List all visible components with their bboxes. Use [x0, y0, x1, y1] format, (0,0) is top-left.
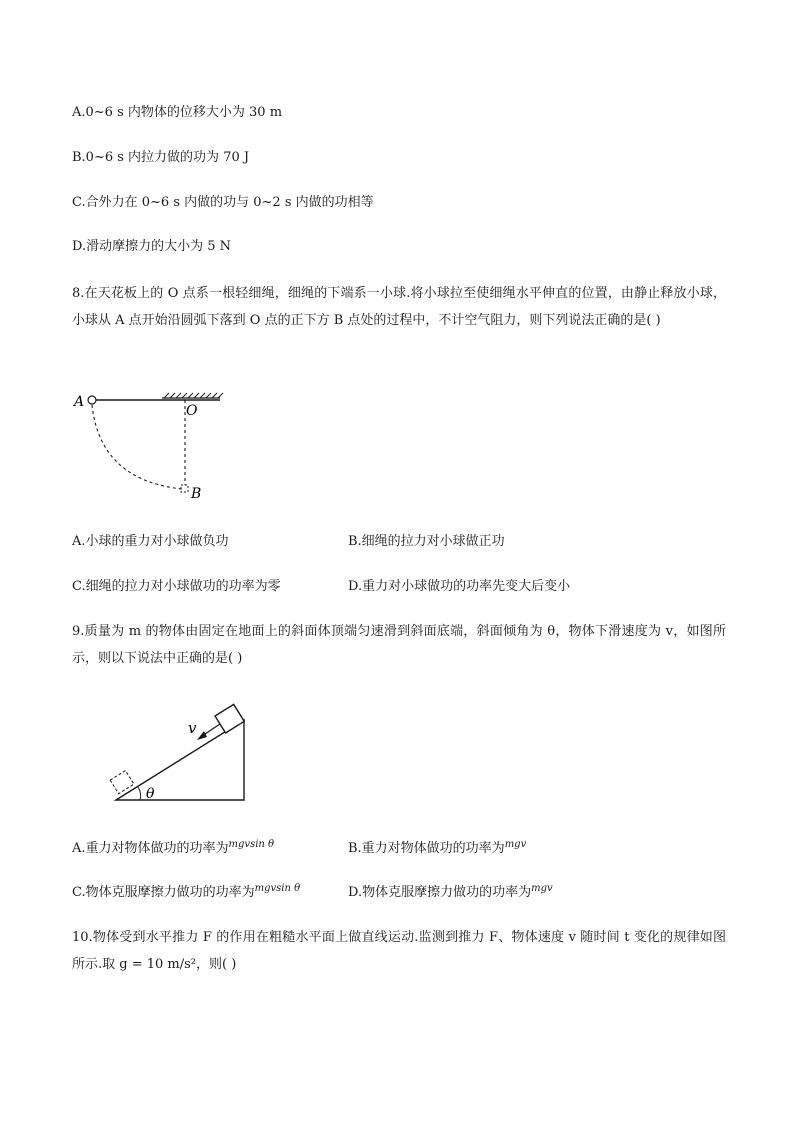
q9-option-b-math: mgv	[504, 839, 527, 850]
q7-option-b: B.0~6 s 内拉力做的功为 70 J	[72, 150, 250, 165]
q8-option-a: A.小球的重力对小球做负功	[72, 534, 229, 549]
q9-option-a-math: mgvsin θ	[228, 839, 275, 850]
q9-stem: 9.质量为 m 的物体由固定在地面上的斜面体顶端匀速滑到斜面底端，斜面倾角为 θ，物体下滑速度为 v，如图所示，则以下说法中正确的是( )	[72, 624, 726, 666]
q8-stem: 8.在天花板上的 O 点系一根轻细绳，细绳的下端系一小球.将小球拉至使细绳水平伸直的位置，由静止释放小球，小球从 A 点开始沿圆弧下落到 O 点的正下方 B 点处的过程中，不计空气阻力，则下列说法正确的是( )	[72, 286, 726, 328]
q9-option-d	[348, 885, 553, 902]
q7-option-d: D.滑动摩擦力的大小为 5 N	[72, 239, 232, 254]
ball-b	[181, 485, 188, 492]
ball-a	[88, 396, 96, 404]
label-theta: θ	[146, 786, 155, 802]
dashed-arc-path	[92, 405, 182, 489]
q9-option-b	[348, 841, 526, 858]
q8-option-c: C.细绳的拉力对小球做功的功率为零	[72, 579, 281, 594]
q9-option-b-text: B.重力对物体做功的功率为	[348, 841, 505, 856]
label-a: A	[74, 394, 85, 410]
label-o: O	[186, 403, 198, 419]
angle-arc	[138, 787, 141, 800]
velocity-arrow-head	[197, 731, 207, 740]
q7-option-c: C.合外力在 0~6 s 内做的功与 0~2 s 内做的功相等	[72, 195, 374, 210]
q9-option-a-text: A.重力对物体做功的功率为	[72, 841, 229, 856]
label-v: v	[188, 719, 197, 737]
q9-option-a	[72, 841, 274, 858]
q8-pendulum-figure	[70, 385, 230, 510]
q9-option-c	[72, 885, 300, 902]
q8-option-d: D.重力对小球做功的功率先变大后变小	[348, 579, 571, 594]
q9-option-c-math: mgvsin θ	[254, 883, 301, 894]
q10-stem: 10.物体受到水平推力 F 的作用在粗糙水平面上做直线运动.监测到推力 F、物体速度 v 随时间 t 变化的规律如图所示.取 g = 10 m/s²，则( )	[72, 930, 726, 972]
q9-incline-figure	[108, 700, 253, 805]
q9-option-d-text: D.物体克服摩擦力做功的功率为	[348, 885, 532, 900]
block-top	[215, 704, 244, 733]
q9-option-d-math: mgv	[531, 883, 553, 894]
q8-option-b: B.细绳的拉力对小球做正功	[348, 534, 505, 549]
label-b: B	[191, 486, 202, 502]
q7-option-a: A.0~6 s 内物体的位移大小为 30 m	[72, 105, 283, 120]
ceiling-hatching	[164, 393, 223, 398]
q9-option-c-text: C.物体克服摩擦力做功的功率为	[72, 885, 255, 900]
